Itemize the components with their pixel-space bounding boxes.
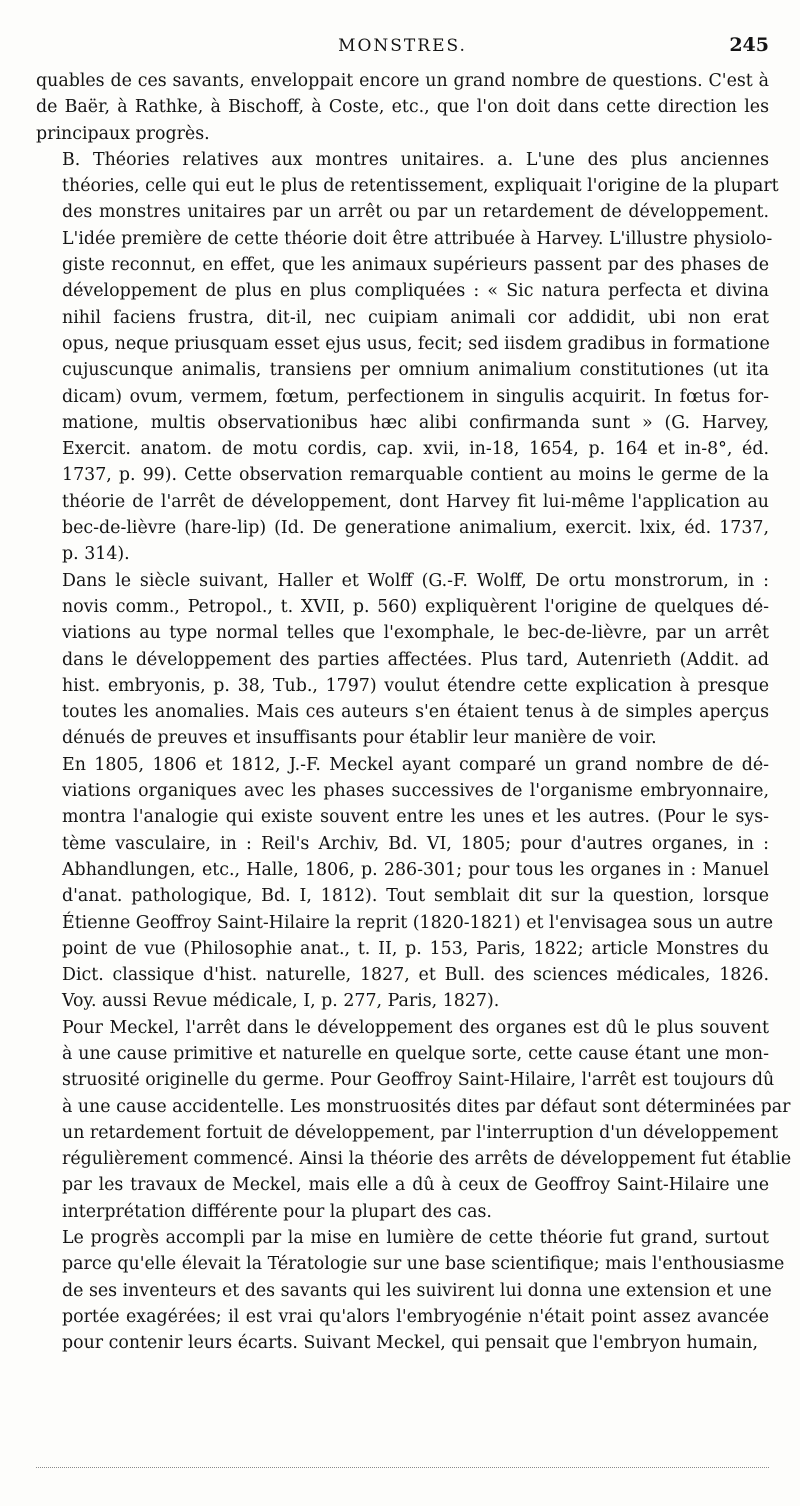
footer-rule bbox=[36, 1467, 769, 1468]
paragraph bbox=[36, 1225, 785, 1356]
text-line: toutes les anomalies. Mais ces auteurs s'en étaient tenus à de simples aperçus bbox=[62, 702, 769, 723]
text-line: à une cause accidentelle. Les monstruosités dites par défaut sont déterminées par bbox=[62, 1096, 791, 1117]
text-line: théorie de l'arrêt de développement, dont Harvey fit lui-même l'application au bbox=[62, 491, 769, 512]
text-line: viations au type normal telles que l'exomphale, le bec-de-lièvre, par un arrêt bbox=[62, 623, 769, 644]
text-line: Dict. classique d'hist. naturelle, 1827, et Bull. des sciences médicales, 1826. bbox=[62, 965, 769, 986]
running-title: MONSTRES. bbox=[338, 36, 467, 56]
text-line: struosité originelle du germe. Pour Geoffroy Saint-Hilaire, l'arrêt est toujours dû bbox=[62, 1070, 775, 1091]
text-line: de Baër, à Rathke, à Bischoff, à Coste, etc., que l'on doit dans cette direction les bbox=[36, 97, 769, 118]
text-line: développement de plus en plus compliquées : « Sic natura perfecta et divina bbox=[62, 281, 769, 302]
text-line: régulièrement commencé. Ainsi la théorie des arrêts de développement fut établie bbox=[62, 1149, 792, 1170]
text-line: Exercit. anatom. de motu cordis, cap. xvii, in-18, 1654, p. 164 et in-8°, éd. bbox=[62, 439, 769, 460]
paragraph bbox=[36, 568, 769, 752]
text-line: un retardement fortuit de développement, par l'interruption d'un développement bbox=[62, 1122, 779, 1143]
text-line: d'anat. pathologique, Bd. I, 1812). Tout semblait dit sur la question, lorsque bbox=[62, 886, 769, 907]
text-line: Voy. aussi Revue médicale, I, p. 277, Paris, 1827). bbox=[62, 991, 500, 1012]
text-line: p. 314). bbox=[62, 544, 130, 565]
text-line: opus, neque priusquam esset ejus usus, fecit; sed iisdem gradibus in formatione bbox=[62, 333, 770, 354]
text-line: B. Théories relatives aux montres unitaires. a. L'une des plus anciennes bbox=[62, 149, 769, 170]
text-line: point de vue (Philosophie anat., t. II, p. 153, Paris, 1822; article Monstres du bbox=[62, 938, 769, 959]
running-header bbox=[36, 34, 769, 58]
text-line: par les travaux de Meckel, mais elle a dû à ceux de Geoffroy Saint-Hilaire une bbox=[62, 1175, 769, 1196]
text-line: parce qu'elle élevait la Tératologie sur une base scientifique; mais l'enthousiasme bbox=[62, 1254, 785, 1275]
text-line: nihil faciens frustra, dit-il, nec cuipiam animali cor addidit, ubi non erat bbox=[62, 307, 769, 328]
text-line: Abhandlungen, etc., Halle, 1806, p. 286-301; pour tous les organes in : Manuel bbox=[62, 859, 769, 880]
text-line: à une cause primitive et naturelle en quelque sorte, cette cause étant une mon- bbox=[62, 1043, 769, 1064]
text-line: des monstres unitaires par un arrêt ou par un retardement de développement. bbox=[62, 202, 769, 223]
text-line: théories, celle qui eut le plus de retentissement, expliquait l'origine de la plupart bbox=[62, 176, 779, 197]
text-line: portée exagérées; il est vrai qu'alors l'embryogénie n'était point assez avancée bbox=[62, 1306, 769, 1327]
text-line: de ses inventeurs et des savants qui les suivirent lui donna une extension et une bbox=[62, 1280, 772, 1301]
paragraph bbox=[36, 68, 769, 147]
text-line: En 1805, 1806 et 1812, J.-F. Meckel ayant comparé un grand nombre de dé- bbox=[62, 754, 769, 775]
text-line: 1737, p. 99). Cette observation remarquable contient au moins le germe de la bbox=[62, 465, 769, 486]
text-line: Étienne Geoffroy Saint-Hilaire la reprit (1820-1821) et l'envisagea sous un autre bbox=[62, 912, 774, 933]
text-line: bec-de-lièvre (hare-lip) (Id. De generatione animalium, exercit. lxix, éd. 1737, bbox=[62, 518, 769, 539]
text-line: Dans le siècle suivant, Haller et Wolff (G.-F. Wolff, De ortu monstrorum, in : bbox=[62, 570, 769, 591]
page-number: 245 bbox=[729, 34, 769, 56]
text-line: giste reconnut, en effet, que les animaux supérieurs passent par des phases de bbox=[62, 255, 769, 276]
text-line: L'idée première de cette théorie doit être attribuée à Harvey. L'illustre physiolo- bbox=[62, 228, 773, 249]
text-line: dénués de preuves et insuffisants pour établir leur manière de voir. bbox=[62, 728, 657, 749]
paragraph bbox=[36, 1015, 792, 1225]
text-line: tème vasculaire, in : Reil's Archiv, Bd. VI, 1805; pour d'autres organes, in : bbox=[62, 833, 769, 854]
text-line: Le progrès accompli par la mise en lumière de cette théorie fut grand, surtout bbox=[62, 1228, 769, 1249]
text-line: pour contenir leurs écarts. Suivant Meckel, qui pensait que l'embryon humain, bbox=[62, 1333, 759, 1354]
text-line: novis comm., Petropol., t. XVII, p. 560) expliquèrent l'origine de quelques dé- bbox=[62, 596, 769, 617]
text-line: cujuscunque animalis, transiens per omnium animalium constitutiones (ut ita bbox=[62, 360, 769, 381]
text-line: montra l'analogie qui existe souvent entre les unes et les autres. (Pour le sys- bbox=[62, 807, 769, 828]
text-line: quables de ces savants, enveloppait encore un grand nombre de questions. C'est à bbox=[36, 71, 769, 91]
text-line: viations organiques avec les phases successives de l'organisme embryonnaire, bbox=[62, 781, 769, 802]
text-line: Pour Meckel, l'arrêt dans le développement des organes est dû le plus souvent bbox=[62, 1017, 769, 1038]
body-text bbox=[36, 68, 792, 1357]
paragraph bbox=[36, 752, 774, 1015]
text-line: matione, multis observationibus hæc alibi confirmanda sunt » (G. Harvey, bbox=[62, 412, 769, 433]
text-line: interprétation différente pour la plupart des cas. bbox=[62, 1201, 492, 1222]
text-line: dicam) ovum, vermem, fœtum, perfectionem in singulis acquirit. In fœtus for- bbox=[62, 386, 769, 407]
text-line: principaux progrès. bbox=[36, 123, 210, 144]
text-line: dans le développement des parties affectées. Plus tard, Autenrieth (Addit. ad bbox=[62, 649, 769, 670]
text-line: hist. embryonis, p. 38, Tub., 1797) voulut étendre cette explication à presque bbox=[62, 675, 769, 696]
paragraph bbox=[36, 147, 779, 568]
